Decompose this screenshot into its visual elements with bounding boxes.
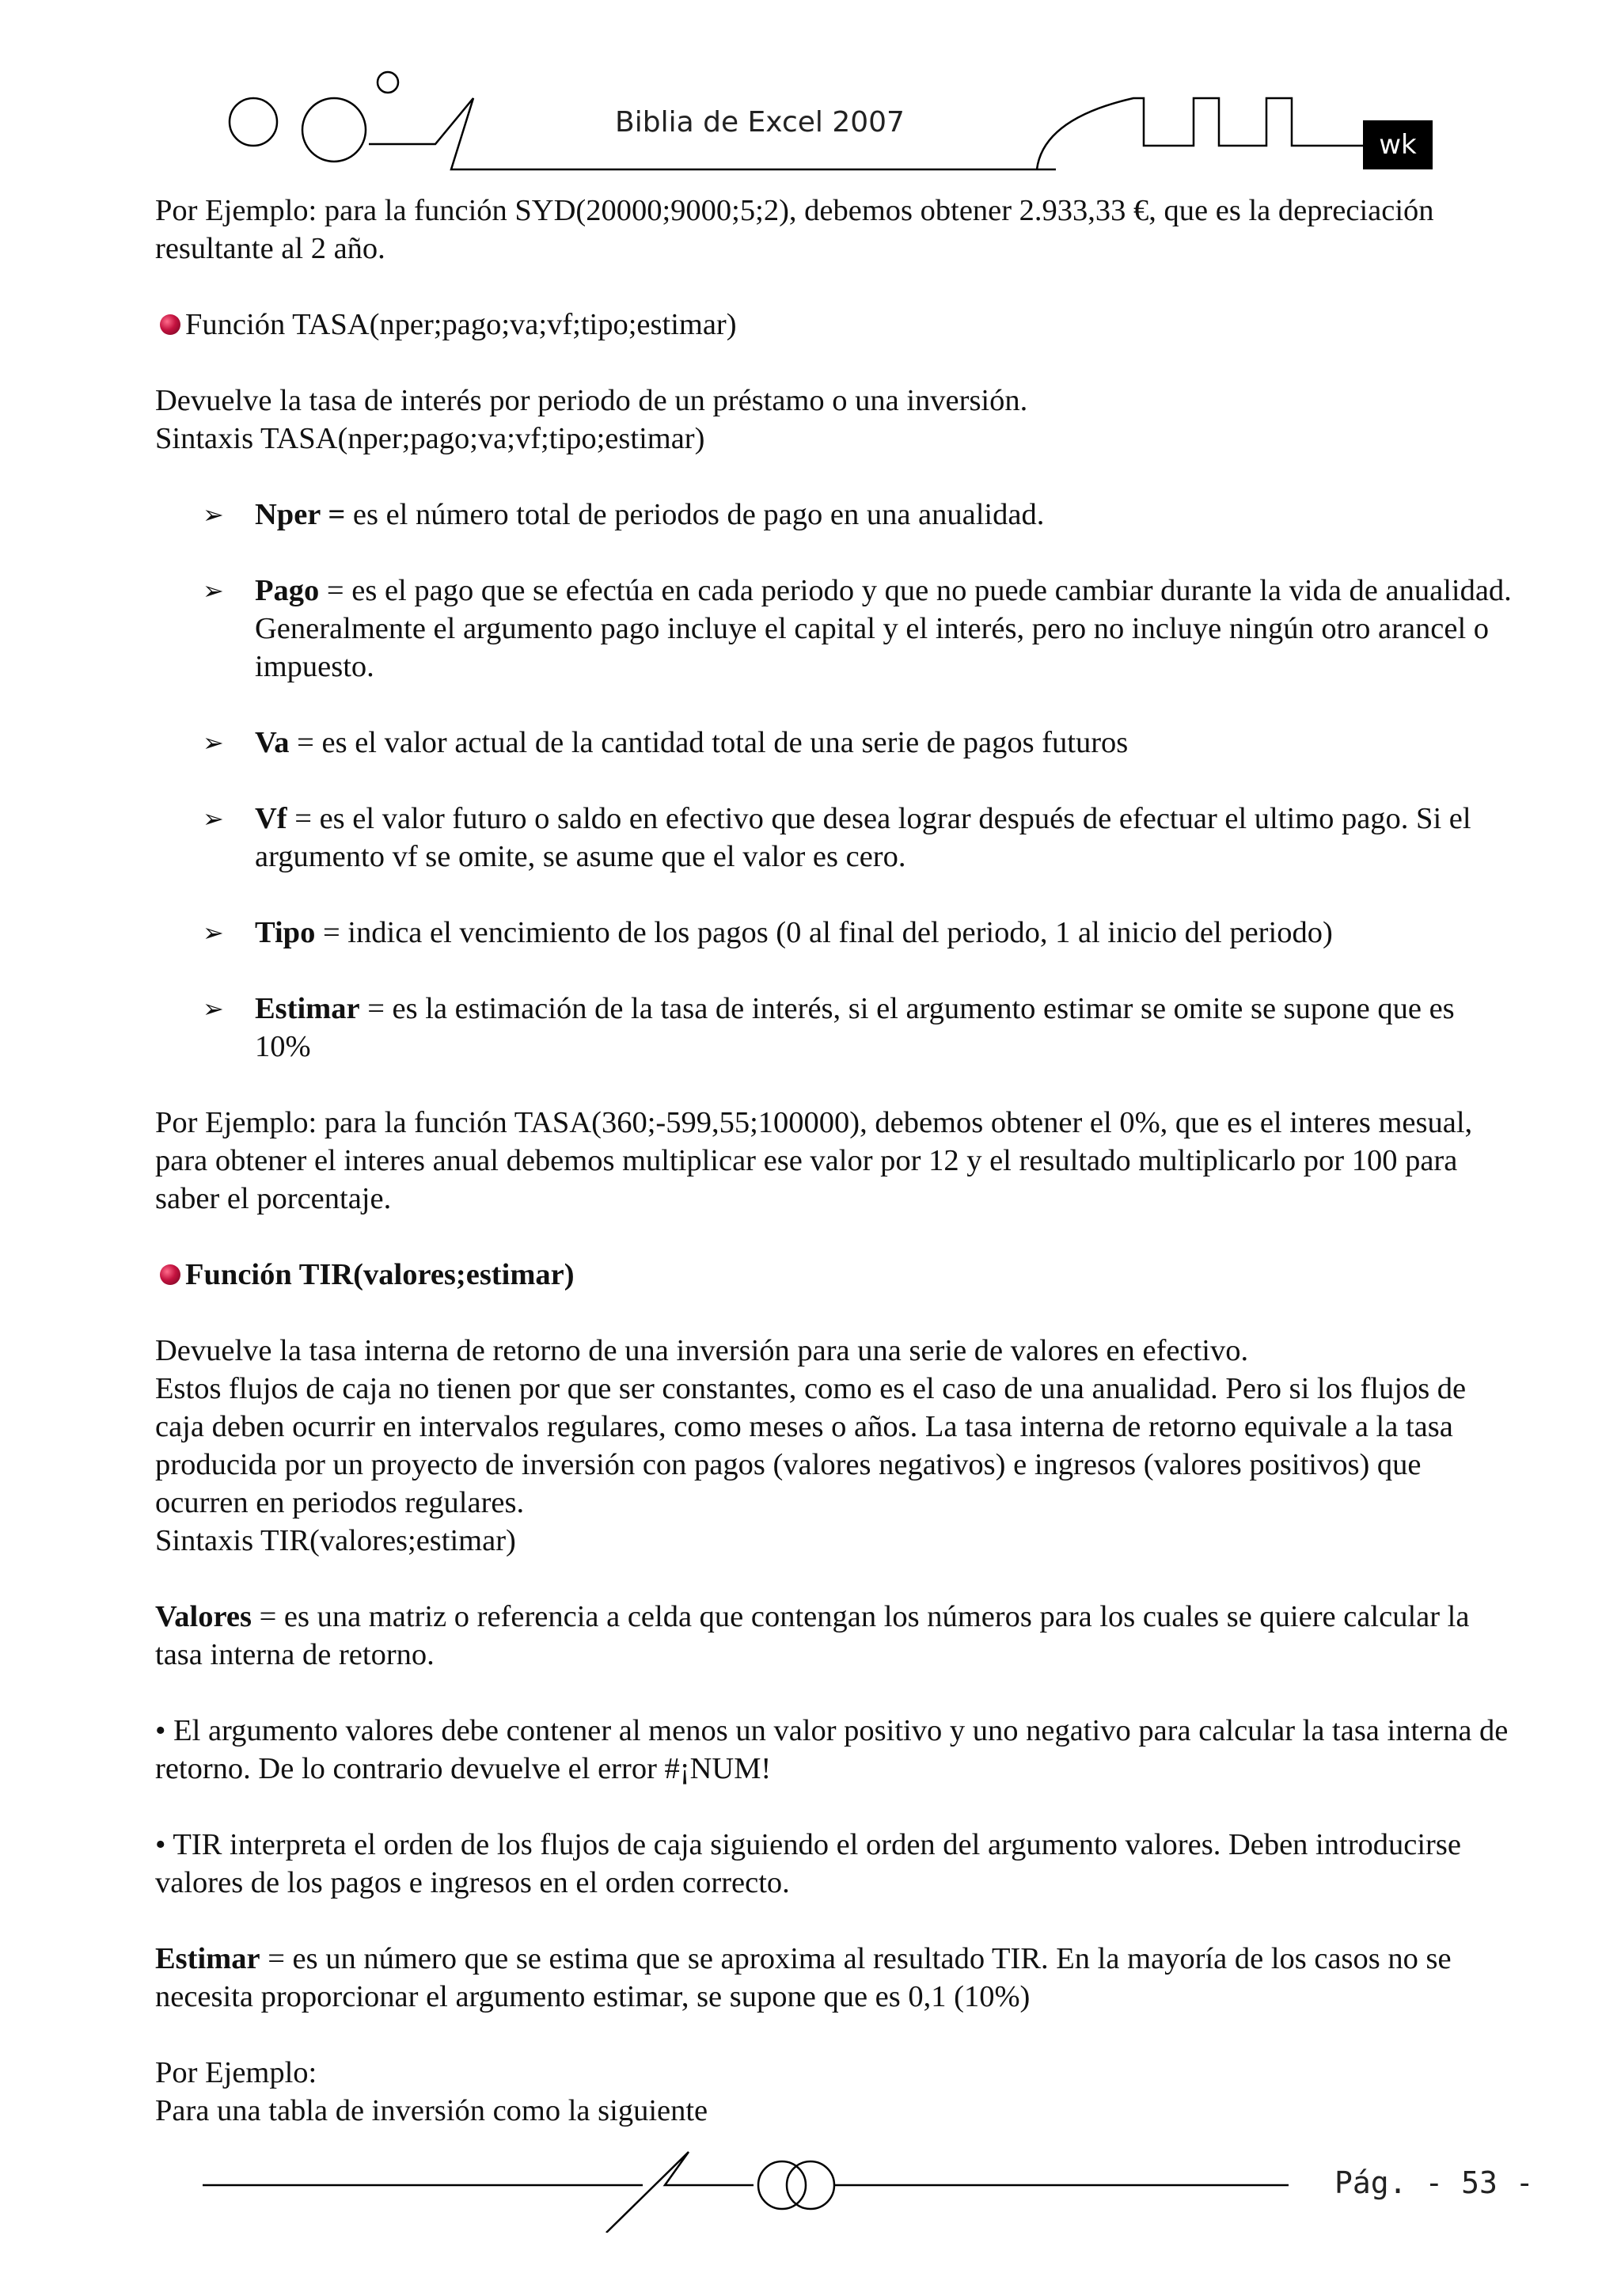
estimar-term: Estimar [155,1942,260,1975]
tir-estimar-definition [155,1940,1517,2016]
arrow-bullet-icon: ➢ [203,728,224,758]
page-content [155,192,1517,2130]
argument-text: = es la estimación de la tasa de interés, si el argumento estimar se omite se supone que es 10% [255,992,1455,1063]
tir-syntax: Sintaxis TIR(valores;estimar) [155,1524,516,1557]
estimar-text: = es un número que se estima que se aproxima al resultado TIR. En la mayoría de los casos no se necesita proporcionar el argumento estimar, se supone que es 0,1 (10%) [155,1942,1452,2013]
argument-item [203,496,1517,534]
tir-description: Devuelve la tasa interna de retorno de una inversión para una serie de valores en efectivo. [155,1334,1249,1367]
argument-text: = es el valor futuro o saldo en efectivo que desea lograr después de efectuar el ultimo pago. Si el argumento vf se omite, se asume que el valor es cero. [255,802,1471,873]
tasa-example: Por Ejemplo: para la función TASA(360;-599,55;100000), debemos obtener el 0%, que es el interes mesual, para obtener el interes anual debemos multiplicar ese valor por 12 y el resultado multiplicarlo por 100 para saber el porcentaje. [155,1106,1473,1215]
argument-item [203,800,1517,876]
argument-item [203,572,1517,686]
argument-term: Vf [255,802,287,835]
argument-term: Va [255,726,290,759]
tir-note-positive-negative: • El argumento valores debe contener al menos un valor positivo y uno negativo para calcular la tasa interna de retorno. De lo contrario devuelve el error #¡NUM! [155,1714,1509,1785]
arrow-bullet-icon: ➢ [203,918,224,948]
footer-circle-right [787,2161,834,2209]
footer-decoration [0,2090,1621,2233]
syd-example: Por Ejemplo: para la función SYD(20000;9000;5;2), debemos obtener 2.933,33 €, que es la depreciación resultante al 2 año. [155,194,1434,265]
argument-item [203,724,1517,762]
tasa-argument-list [155,496,1517,1066]
arrow-bullet-icon: ➢ [203,576,224,606]
argument-text: = indica el vencimiento de los pagos (0 al final del periodo, 1 al inicio del periodo) [315,916,1333,949]
argument-term: Nper = [255,498,346,531]
tir-valores-definition [155,1598,1517,1674]
argument-item [203,914,1517,952]
header-circle-small [378,72,398,93]
header-title: Biblia de Excel 2007 [615,106,905,139]
tir-description-detail: Estos flujos de caja no tienen por que ser constantes, como es el caso de una anualidad. Pero si los flujos de caja deben ocurrir en intervalos regulares, como meses o años. La tasa interna de retorno equivale a la tasa producida por un proyecto de inversión con pagos (valores negativos) e ingresos (valores positivos) que ocurren en periodos regulares. [155,1372,1467,1519]
argument-item [203,990,1517,1066]
tasa-description: Devuelve la tasa de interés por periodo de un préstamo o una inversión. [155,384,1028,417]
tir-example-label: Por Ejemplo: [155,2056,317,2089]
tasa-heading-text: Función TASA(nper;pago;va;vf;tipo;estimar) [185,308,737,341]
argument-text: = es el pago que se efectúa en cada periodo y que no puede cambiar durante la vida de anualidad. Generalmente el argumento pago incluye el capital y el interés, pero no incluye ningún otro arancel o impuesto. [255,574,1512,683]
footer-zigzag [606,2152,754,2233]
argument-text: es el número total de periodos de pago en una anualidad. [345,498,1045,531]
red-bullet-icon [160,1264,180,1285]
argument-text: = es el valor actual de la cantidad total de una serie de pagos futuros [289,726,1129,759]
tir-note-order: • TIR interpreta el orden de los flujos de caja siguiendo el orden del argumento valores. Deben introducirse valores de los pagos e ingresos en el orden correcto. [155,1828,1461,1899]
red-bullet-icon [160,314,180,335]
tasa-heading [155,306,1517,344]
valores-term: Valores [155,1600,252,1633]
valores-text: = es una matriz o referencia a celda que contengan los números para los cuales se quiere calcular la tasa interna de retorno. [155,1600,1470,1671]
tir-example-text: Para una tabla de inversión como la siguiente [155,2094,708,2127]
tasa-syntax: Sintaxis TASA(nper;pago;va;vf;tipo;estimar) [155,422,705,455]
page-number: Pág. - 53 - [1334,2165,1534,2200]
arrow-bullet-icon: ➢ [203,500,224,530]
tir-heading [155,1256,1517,1294]
argument-term: Estimar [255,992,360,1025]
footer-circle-left [758,2161,806,2209]
argument-term: Tipo [255,916,316,949]
arrow-bullet-icon: ➢ [203,994,224,1024]
arrow-bullet-icon: ➢ [203,804,224,834]
wk-badge: wk [1363,120,1433,169]
argument-term: Pago [255,574,320,607]
tir-heading-text: Función TIR(valores;estimar) [185,1258,575,1291]
